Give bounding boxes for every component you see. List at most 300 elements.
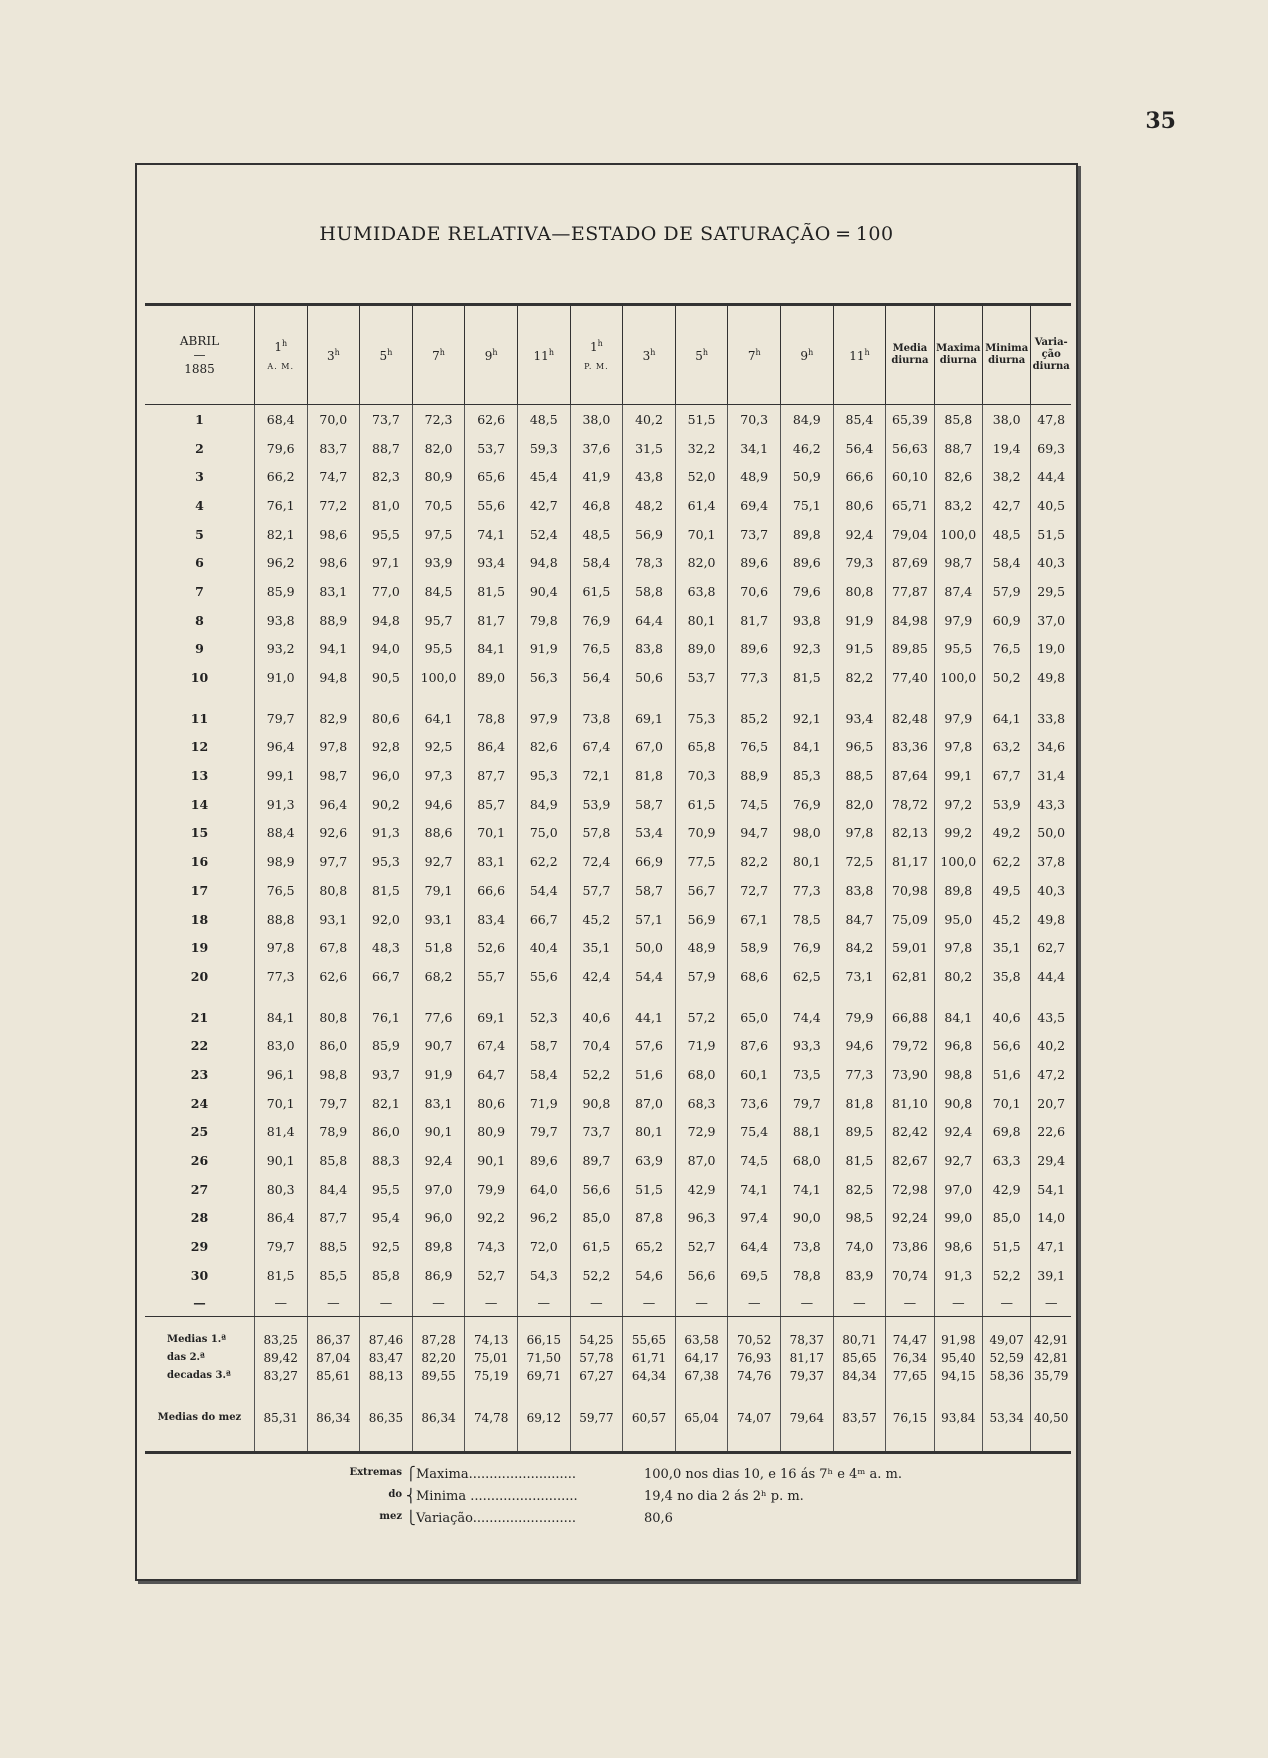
decade-label: das 2.ª [167, 1352, 205, 1364]
value-cell: 97,2 [934, 790, 982, 819]
value-cell: 81,5 [781, 663, 834, 692]
spacer-cell [570, 991, 623, 1003]
spacer-cell [623, 991, 676, 1003]
value-cell: 66,9 [623, 847, 676, 876]
value-cell: 83,1 [307, 577, 360, 606]
value-cell: 80,1 [675, 606, 728, 635]
value-cell: 72,3 [412, 405, 465, 434]
value-cell: 85,3 [781, 761, 834, 790]
table-row [145, 905, 1071, 934]
value-cell: 77,3 [728, 663, 781, 692]
value-cell: 70,1 [465, 819, 518, 848]
decade-mean-cell: 85,61 [307, 1367, 360, 1385]
month-mean-cell: 86,35 [360, 1385, 413, 1453]
decade-mean-cell: 49,07 [983, 1316, 1031, 1349]
value-cell: 79,6 [254, 434, 307, 463]
month-mean-cell: 85,31 [254, 1385, 307, 1453]
dash-cell: — [517, 1290, 570, 1317]
day-cell: 10 [190, 670, 209, 686]
value-cell: 57,6 [623, 1031, 676, 1060]
value-cell: 67,4 [465, 1031, 518, 1060]
value-cell: 88,3 [360, 1146, 413, 1175]
hour-header: 11$^h$ [517, 305, 570, 405]
day-cell: 27 [190, 1181, 209, 1197]
hour-value: 7 [747, 348, 756, 363]
value-cell: 62,6 [465, 405, 518, 434]
value-cell: 64,7 [465, 1060, 518, 1089]
month-mean-cell: 53,34 [983, 1385, 1031, 1453]
hour-value: 9 [800, 348, 809, 363]
value-cell: 89,6 [728, 548, 781, 577]
value-cell: 90,0 [781, 1204, 834, 1233]
decade-mean-cell: 42,81 [1031, 1349, 1071, 1367]
value-cell: 82,1 [254, 520, 307, 549]
value-cell: 98,5 [833, 1204, 886, 1233]
value-cell: 85,5 [307, 1261, 360, 1290]
value-cell: 97,8 [254, 933, 307, 962]
value-cell: 89,0 [465, 663, 518, 692]
value-cell: 87,7 [307, 1204, 360, 1233]
value-cell: 95,0 [934, 905, 982, 934]
value-cell: 83,36 [886, 733, 934, 762]
value-cell: 50,2 [983, 663, 1031, 692]
value-cell: 40,2 [623, 405, 676, 434]
value-cell: 40,6 [983, 1003, 1031, 1032]
spacer-cell [307, 991, 360, 1003]
decade-mean-cell: 87,46 [360, 1316, 413, 1349]
value-cell: 54,3 [517, 1261, 570, 1290]
month-mean-label: Medias do mez [145, 1385, 254, 1453]
value-cell: 43,5 [1031, 1003, 1071, 1032]
value-cell: 68,2 [412, 962, 465, 991]
decade-mean-cell: 89,42 [254, 1349, 307, 1367]
value-cell: 58,8 [623, 577, 676, 606]
table-row [145, 1003, 1071, 1032]
value-cell: 71,9 [675, 1031, 728, 1060]
table-row [145, 663, 1071, 692]
decade-label: decadas 3.ª [167, 1370, 231, 1382]
value-cell: 79,7 [517, 1118, 570, 1147]
value-cell: 77,87 [886, 577, 934, 606]
day-cell: 12 [190, 739, 209, 755]
value-cell: 93,9 [412, 548, 465, 577]
value-cell: 65,2 [623, 1232, 676, 1261]
value-cell: 84,1 [465, 635, 518, 664]
value-cell: 81,8 [623, 761, 676, 790]
value-cell: 92,2 [465, 1204, 518, 1233]
value-cell: 85,9 [360, 1031, 413, 1060]
value-cell: 69,8 [983, 1118, 1031, 1147]
value-cell: 49,8 [1031, 905, 1071, 934]
value-cell: 72,1 [570, 761, 623, 790]
value-cell: 66,88 [886, 1003, 934, 1032]
spacer-cell [517, 991, 570, 1003]
value-cell: 92,5 [360, 1232, 413, 1261]
value-cell: 97,8 [934, 933, 982, 962]
value-cell: 97,9 [934, 704, 982, 733]
value-cell: 79,7 [781, 1089, 834, 1118]
day-cell: 14 [190, 796, 209, 812]
value-cell: 79,9 [465, 1175, 518, 1204]
value-cell: 70,1 [983, 1089, 1031, 1118]
value-cell: 52,6 [465, 933, 518, 962]
value-cell: 90,1 [254, 1146, 307, 1175]
decade-mean-cell: 66,15 [517, 1316, 570, 1349]
value-cell: 79,7 [254, 704, 307, 733]
dash-cell: — [781, 1290, 834, 1317]
month-mean-cell: 69,12 [517, 1385, 570, 1453]
day-cell: 16 [190, 854, 209, 870]
value-cell: 96,0 [412, 1204, 465, 1233]
value-cell: 90,8 [934, 1089, 982, 1118]
value-cell: 88,4 [254, 819, 307, 848]
hour-value: 3 [326, 348, 335, 363]
value-cell: 86,4 [254, 1204, 307, 1233]
value-cell: 66,7 [360, 962, 413, 991]
value-cell: 77,3 [254, 962, 307, 991]
value-cell: 59,3 [517, 434, 570, 463]
value-cell: 89,6 [728, 635, 781, 664]
value-cell: 81,0 [360, 491, 413, 520]
value-cell: 79,9 [833, 1003, 886, 1032]
spacer-cell [412, 991, 465, 1003]
value-cell: 44,4 [1031, 462, 1071, 491]
table-row [145, 933, 1071, 962]
value-cell: 79,3 [833, 548, 886, 577]
value-cell: 86,0 [307, 1031, 360, 1060]
value-cell: 83,2 [934, 491, 982, 520]
decade-mean-cell: 57,78 [570, 1349, 623, 1367]
spacer-cell [360, 991, 413, 1003]
day-cell: 19 [190, 940, 209, 956]
value-cell: 83,0 [254, 1031, 307, 1060]
decade-mean-cell: 85,65 [833, 1349, 886, 1367]
value-cell: 49,5 [983, 876, 1031, 905]
decade-mean-cell: 67,27 [570, 1367, 623, 1385]
media-header: Media diurna [886, 305, 934, 405]
spacer-cell [360, 692, 413, 704]
value-cell: 81,8 [833, 1089, 886, 1118]
value-cell: 82,6 [517, 733, 570, 762]
value-cell: 70,74 [886, 1261, 934, 1290]
value-cell: 80,8 [307, 876, 360, 905]
value-cell: 98,6 [934, 1232, 982, 1261]
table-row [145, 1060, 1071, 1089]
value-cell: 78,8 [781, 1261, 834, 1290]
value-cell: 95,3 [517, 761, 570, 790]
decade-mean-cell: 69,71 [517, 1367, 570, 1385]
month-mean-cell: 65,04 [675, 1385, 728, 1453]
value-cell: 58,4 [983, 548, 1031, 577]
value-cell: 82,42 [886, 1118, 934, 1147]
value-cell: 97,7 [307, 847, 360, 876]
table-row [145, 434, 1071, 463]
value-cell: 88,1 [781, 1118, 834, 1147]
spacer-cell [307, 692, 360, 704]
value-cell: 77,3 [833, 1060, 886, 1089]
value-cell: 67,4 [570, 733, 623, 762]
value-cell: 82,2 [833, 663, 886, 692]
value-cell: 84,1 [934, 1003, 982, 1032]
value-cell: 95,5 [412, 635, 465, 664]
value-cell: 81,7 [728, 606, 781, 635]
value-cell: 90,7 [412, 1031, 465, 1060]
decade-mean-cell: 67,38 [675, 1367, 728, 1385]
value-cell: 66,2 [254, 462, 307, 491]
decade-mean-cell: 64,17 [675, 1349, 728, 1367]
value-cell: 55,6 [517, 962, 570, 991]
value-cell: 90,8 [570, 1089, 623, 1118]
spacer-cell [833, 692, 886, 704]
value-cell: 96,2 [517, 1204, 570, 1233]
value-cell: 95,5 [934, 635, 982, 664]
value-cell: 49,8 [1031, 663, 1071, 692]
value-cell: 78,5 [781, 905, 834, 934]
decade-mean-cell: 86,37 [307, 1316, 360, 1349]
table-row [145, 635, 1071, 664]
dash-row [145, 1290, 1071, 1317]
value-cell: 76,9 [781, 790, 834, 819]
value-cell: 68,0 [675, 1060, 728, 1089]
table-row [145, 548, 1071, 577]
value-cell: 74,0 [833, 1232, 886, 1261]
value-cell: 75,0 [517, 819, 570, 848]
value-cell: 47,2 [1031, 1060, 1071, 1089]
spacer-cell [145, 991, 254, 1003]
value-cell: 52,2 [570, 1261, 623, 1290]
dash-cell: — [1031, 1290, 1071, 1317]
value-cell: 85,4 [833, 405, 886, 434]
value-cell: 40,5 [1031, 491, 1071, 520]
value-cell: 80,8 [307, 1003, 360, 1032]
day-cell: 25 [190, 1124, 209, 1140]
value-cell: 40,6 [570, 1003, 623, 1032]
value-cell: 92,4 [412, 1146, 465, 1175]
value-cell: 79,7 [307, 1089, 360, 1118]
spacer-cell [465, 991, 518, 1003]
value-cell: 81,5 [465, 577, 518, 606]
value-cell: 57,8 [570, 819, 623, 848]
value-cell: 37,8 [1031, 847, 1071, 876]
hour-value: 5 [379, 348, 388, 363]
value-cell: 76,5 [570, 635, 623, 664]
value-cell: 87,0 [623, 1089, 676, 1118]
value-cell: 83,9 [833, 1261, 886, 1290]
value-cell: 45,4 [517, 462, 570, 491]
value-cell: 98,0 [781, 819, 834, 848]
value-cell: 96,0 [360, 761, 413, 790]
value-cell: 52,2 [983, 1261, 1031, 1290]
value-cell: 70,3 [675, 761, 728, 790]
value-cell: 91,0 [254, 663, 307, 692]
value-cell: 52,2 [570, 1060, 623, 1089]
day-cell: 26 [190, 1153, 209, 1169]
value-cell: 60,10 [886, 462, 934, 491]
value-cell: 52,0 [675, 462, 728, 491]
value-cell: 90,5 [360, 663, 413, 692]
value-cell: 51,6 [623, 1060, 676, 1089]
value-cell: 63,3 [983, 1146, 1031, 1175]
hour-header: 7$^h$ [412, 305, 465, 405]
variacao-header: Varia-ção diurna [1031, 305, 1071, 405]
value-cell: 89,8 [934, 876, 982, 905]
value-cell: 42,4 [570, 962, 623, 991]
dash-cell: — [833, 1290, 886, 1317]
value-cell: 53,7 [675, 663, 728, 692]
value-cell: 98,6 [307, 548, 360, 577]
month-mean-cell: 83,57 [833, 1385, 886, 1453]
value-cell: 73,8 [781, 1232, 834, 1261]
value-cell: 71,9 [517, 1089, 570, 1118]
value-cell: 88,7 [360, 434, 413, 463]
value-cell: 56,7 [675, 876, 728, 905]
spacer-cell [983, 692, 1031, 704]
dash-cell: — [623, 1290, 676, 1317]
value-cell: 82,3 [360, 462, 413, 491]
day-cell: 30 [190, 1267, 209, 1283]
value-cell: 73,6 [728, 1089, 781, 1118]
value-cell: 38,0 [983, 405, 1031, 434]
value-cell: 63,9 [623, 1146, 676, 1175]
value-cell: 85,0 [570, 1204, 623, 1233]
value-cell: 97,0 [412, 1175, 465, 1204]
value-cell: 50,0 [1031, 819, 1071, 848]
value-cell: 56,6 [983, 1031, 1031, 1060]
value-cell: 70,1 [675, 520, 728, 549]
value-cell: 64,0 [517, 1175, 570, 1204]
value-cell: 54,6 [623, 1261, 676, 1290]
day-cell: 24 [190, 1095, 209, 1111]
page-number: 35 [1145, 108, 1176, 134]
value-cell: 74,4 [781, 1003, 834, 1032]
value-cell: 92,24 [886, 1204, 934, 1233]
value-cell: 91,3 [360, 819, 413, 848]
value-cell: 84,7 [833, 905, 886, 934]
value-cell: 35,8 [983, 962, 1031, 991]
value-cell: 100,0 [934, 663, 982, 692]
value-cell: 56,63 [886, 434, 934, 463]
value-cell: 31,4 [1031, 761, 1071, 790]
value-cell: 88,5 [307, 1232, 360, 1261]
extremes-max-value: 100,0 nos dias 10, e 16 ás 7ʰ e 4ᵐ a. m. [644, 1467, 902, 1482]
value-cell: 75,4 [728, 1118, 781, 1147]
value-cell: 85,0 [983, 1204, 1031, 1233]
table-row [145, 819, 1071, 848]
spacer-cell [886, 991, 934, 1003]
value-cell: 81,4 [254, 1118, 307, 1147]
month-mean-cell: 60,57 [623, 1385, 676, 1453]
value-cell: 51,5 [675, 405, 728, 434]
spacer-cell [728, 991, 781, 1003]
value-cell: 80,9 [412, 462, 465, 491]
table-row [145, 733, 1071, 762]
spacer-cell [886, 692, 934, 704]
decade-mean-cell: 81,17 [781, 1349, 834, 1367]
value-cell: 82,2 [728, 847, 781, 876]
value-cell: 58,7 [623, 876, 676, 905]
value-cell: 100,0 [412, 663, 465, 692]
value-cell: 58,9 [728, 933, 781, 962]
value-cell: 52,7 [465, 1261, 518, 1290]
value-cell: 80,6 [360, 704, 413, 733]
decade-mean-cell: 55,65 [623, 1316, 676, 1349]
value-cell: 84,2 [833, 933, 886, 962]
month-header [145, 305, 254, 405]
value-cell: 79,72 [886, 1031, 934, 1060]
day-cell: 1 [195, 411, 204, 427]
extremes-min-label: Minima .......................... [416, 1489, 578, 1504]
value-cell: 70,1 [254, 1089, 307, 1118]
value-cell: 65,39 [886, 405, 934, 434]
value-cell: 57,9 [983, 577, 1031, 606]
value-cell: 84,9 [781, 405, 834, 434]
value-cell: 77,5 [675, 847, 728, 876]
extremes-head: Extremas [349, 1467, 402, 1478]
day-cell: 28 [190, 1210, 209, 1226]
value-cell: 76,9 [570, 606, 623, 635]
day-cell: 9 [195, 641, 204, 657]
value-cell: 34,1 [728, 434, 781, 463]
value-cell: 97,9 [517, 704, 570, 733]
value-cell: 81,5 [254, 1261, 307, 1290]
value-cell: 60,1 [728, 1060, 781, 1089]
hour-value: 1 [274, 340, 282, 354]
value-cell: 89,8 [781, 520, 834, 549]
value-cell: 48,9 [728, 462, 781, 491]
value-cell: 93,7 [360, 1060, 413, 1089]
table-row [145, 1089, 1071, 1118]
value-cell: 70,0 [307, 405, 360, 434]
value-cell: 50,9 [781, 462, 834, 491]
value-cell: 93,1 [412, 905, 465, 934]
value-cell: 95,3 [360, 847, 413, 876]
value-cell: 91,9 [833, 606, 886, 635]
value-cell: 70,4 [570, 1031, 623, 1060]
extremes-var-label: Variação......................... [416, 1511, 577, 1526]
decade-mean-cell: 61,71 [623, 1349, 676, 1367]
value-cell: 61,5 [570, 577, 623, 606]
value-cell: 69,4 [728, 491, 781, 520]
decade-mean-cell: 83,27 [254, 1367, 307, 1385]
value-cell: 66,6 [833, 462, 886, 491]
value-cell: 73,7 [728, 520, 781, 549]
hour-value: 11 [849, 348, 865, 363]
dash-cell: — [728, 1290, 781, 1317]
value-cell: 51,5 [983, 1232, 1031, 1261]
decade-mean-cell: 64,34 [623, 1367, 676, 1385]
decade-mean-cell: 52,59 [983, 1349, 1031, 1367]
value-cell: 32,2 [675, 434, 728, 463]
day-cell: 21 [190, 1009, 209, 1025]
value-cell: 58,4 [517, 1060, 570, 1089]
value-cell: 73,7 [570, 1118, 623, 1147]
table-row [145, 761, 1071, 790]
dash-cell: — [886, 1290, 934, 1317]
value-cell: 65,71 [886, 491, 934, 520]
spacer-cell [934, 692, 982, 704]
value-cell: 96,4 [307, 790, 360, 819]
value-cell: 75,3 [675, 704, 728, 733]
value-cell: 35,1 [983, 933, 1031, 962]
value-cell: 40,2 [1031, 1031, 1071, 1060]
value-cell: 79,7 [254, 1232, 307, 1261]
value-cell: 61,4 [675, 491, 728, 520]
value-cell: 62,6 [307, 962, 360, 991]
value-cell: 19,0 [1031, 635, 1071, 664]
value-cell: 44,4 [1031, 962, 1071, 991]
value-cell: 56,3 [517, 663, 570, 692]
table-row [145, 847, 1071, 876]
